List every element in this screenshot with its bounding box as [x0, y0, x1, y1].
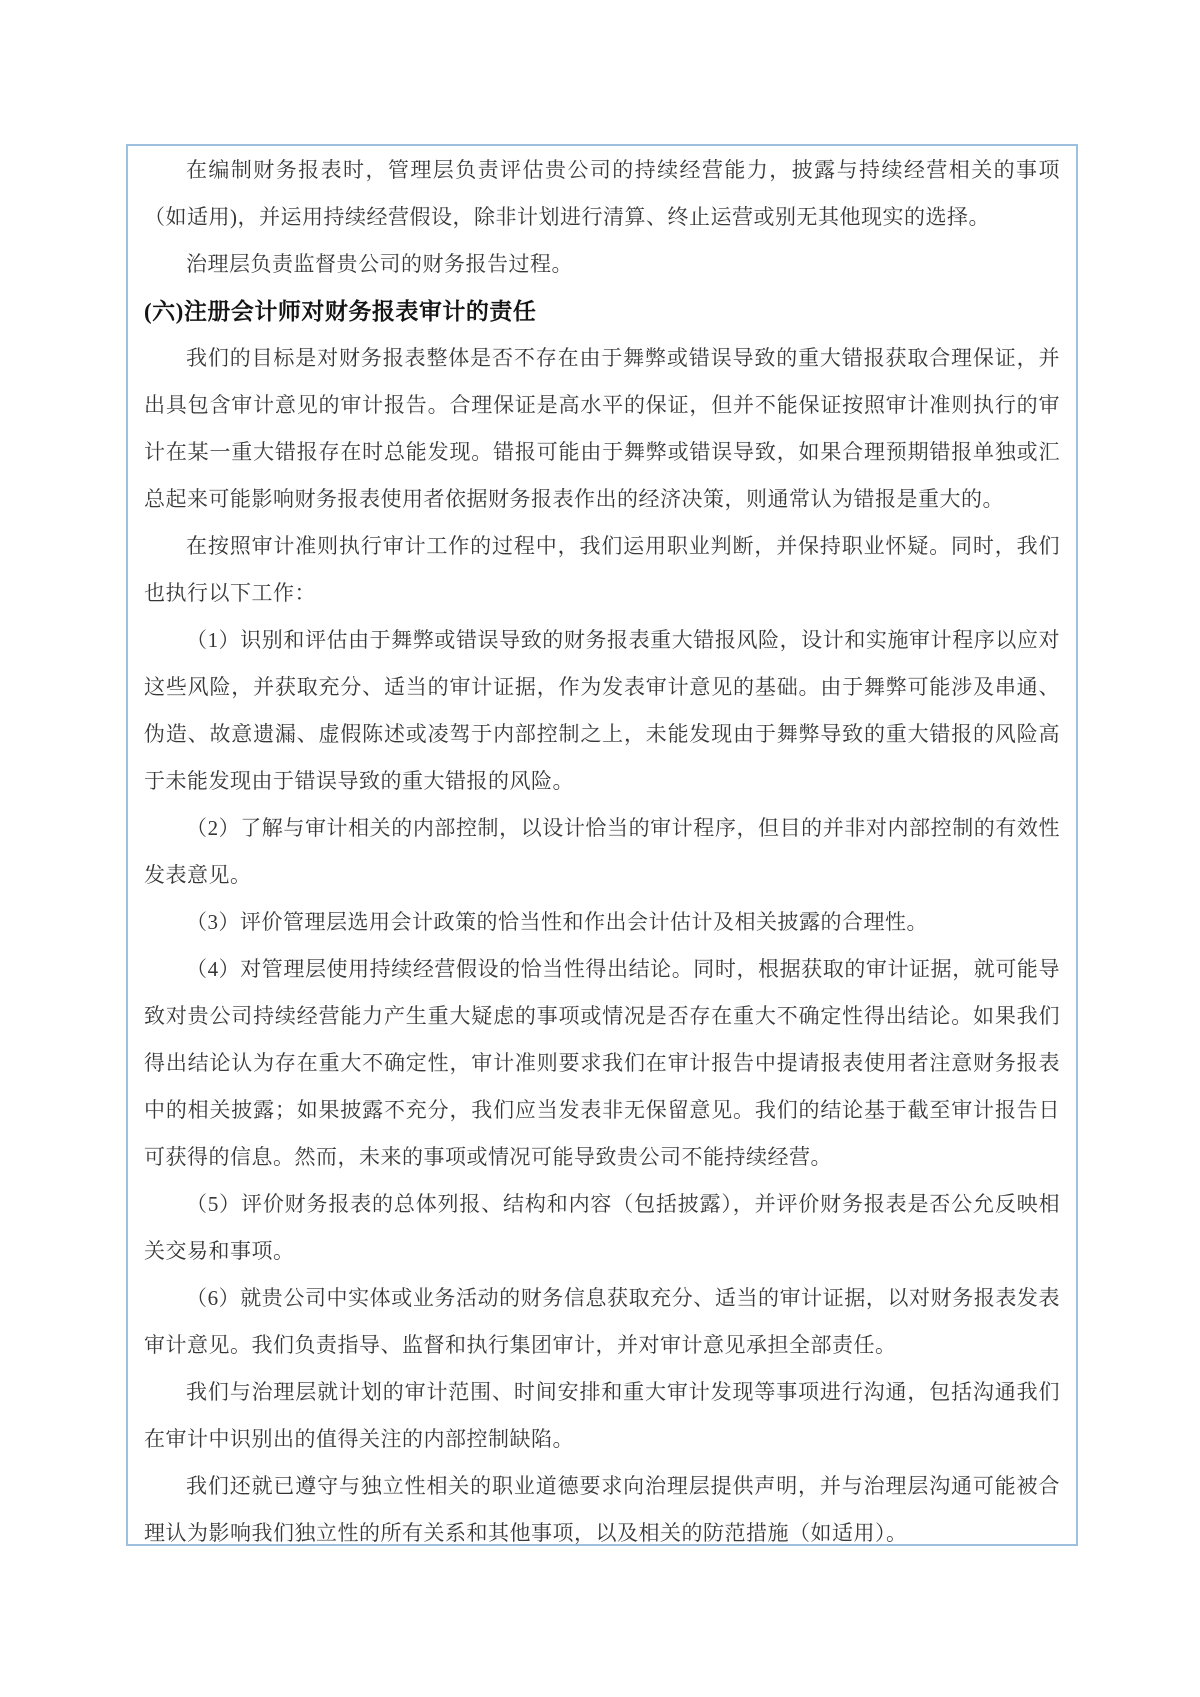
paragraph-management-going-concern: 在编制财务报表时，管理层负责评估贵公司的持续经营能力，披露与持续经营相关的事项（如适用)，并运用持续经营假设，除非计划进行清算、终止运营或别无其他现实的选择。: [144, 158, 1060, 229]
paragraph-item-1-risk-identification: （1）识别和评估由于舞弊或错误导致的财务报表重大错报风险，设计和实施审计程序以应对这些风险，并获取充分、适当的审计证据，作为发表审计意见的基础。由于舞弊可能涉及串通、伪造、故意遗漏、虚假陈述或凌驾于内部控制之上，未能发现由于舞弊导致的重大错报的风险高于未能发现由于错误导致的重大错报的风险。: [144, 628, 1060, 793]
paragraph-item-3-accounting-policies: （3）评价管理层选用会计政策的恰当性和作出会计估计及相关披露的合理性。: [186, 910, 928, 934]
section-heading-auditor-responsibility: (六)注册会计师对财务报表审计的责任: [144, 299, 537, 324]
paragraph-item-4-going-concern-conclusion: （4）对管理层使用持续经营假设的恰当性得出结论。同时，根据获取的审计证据，就可能导致对贵公司持续经营能力产生重大疑虑的事项或情况是否存在重大不确定性得出结论。如果我们得出结论认为存在重大不确定性，审计准则要求我们在审计报告中提请报表使用者注意财务报表中的相关披露；如果披露不充分，我们应当发表非无保留意见。我们的结论基于截至审计报告日可获得的信息。然而，未来的事项或情况可能导致贵公司不能持续经营。: [144, 957, 1060, 1169]
bordered-text-frame: [126, 144, 1078, 1546]
paragraph-governance-oversight: 治理层负责监督贵公司的财务报告过程。: [186, 252, 573, 276]
paragraph-item-5-overall-presentation: （5）评价财务报表的总体列报、结构和内容（包括披露），并评价财务报表是否公允反映相关交易和事项。: [144, 1192, 1060, 1263]
paragraph-communication-with-governance: 我们与治理层就计划的审计范围、时间安排和重大审计发现等事项进行沟通，包括沟通我们在审计中识别出的值得关注的内部控制缺陷。: [144, 1380, 1060, 1451]
paragraph-item-6-group-audit: （6）就贵公司中实体或业务活动的财务信息获取充分、适当的审计证据，以对财务报表发表审计意见。我们负责指导、监督和执行集团审计，并对审计意见承担全部责任。: [144, 1286, 1060, 1357]
paragraph-professional-judgment: 在按照审计准则执行审计工作的过程中，我们运用职业判断，并保持职业怀疑。同时，我们也执行以下工作：: [144, 534, 1060, 605]
paragraph-independence-statement: 我们还就已遵守与独立性相关的职业道德要求向治理层提供声明，并与治理层沟通可能被合理认为影响我们独立性的所有关系和其他事项，以及相关的防范措施（如适用）。: [144, 1474, 1060, 1545]
paragraph-audit-objective: 我们的目标是对财务报表整体是否不存在由于舞弊或错误导致的重大错报获取合理保证，并出具包含审计意见的审计报告。合理保证是高水平的保证，但并不能保证按照审计准则执行的审计在某一重大错报存在时总能发现。错报可能由于舞弊或错误导致，如果合理预期错报单独或汇总起来可能影响财务报表使用者依据财务报表作出的经济决策，则通常认为错报是重大的。: [144, 346, 1060, 511]
paragraph-item-2-internal-control: （2）了解与审计相关的内部控制，以设计恰当的审计程序，但目的并非对内部控制的有效性发表意见。: [144, 816, 1060, 887]
